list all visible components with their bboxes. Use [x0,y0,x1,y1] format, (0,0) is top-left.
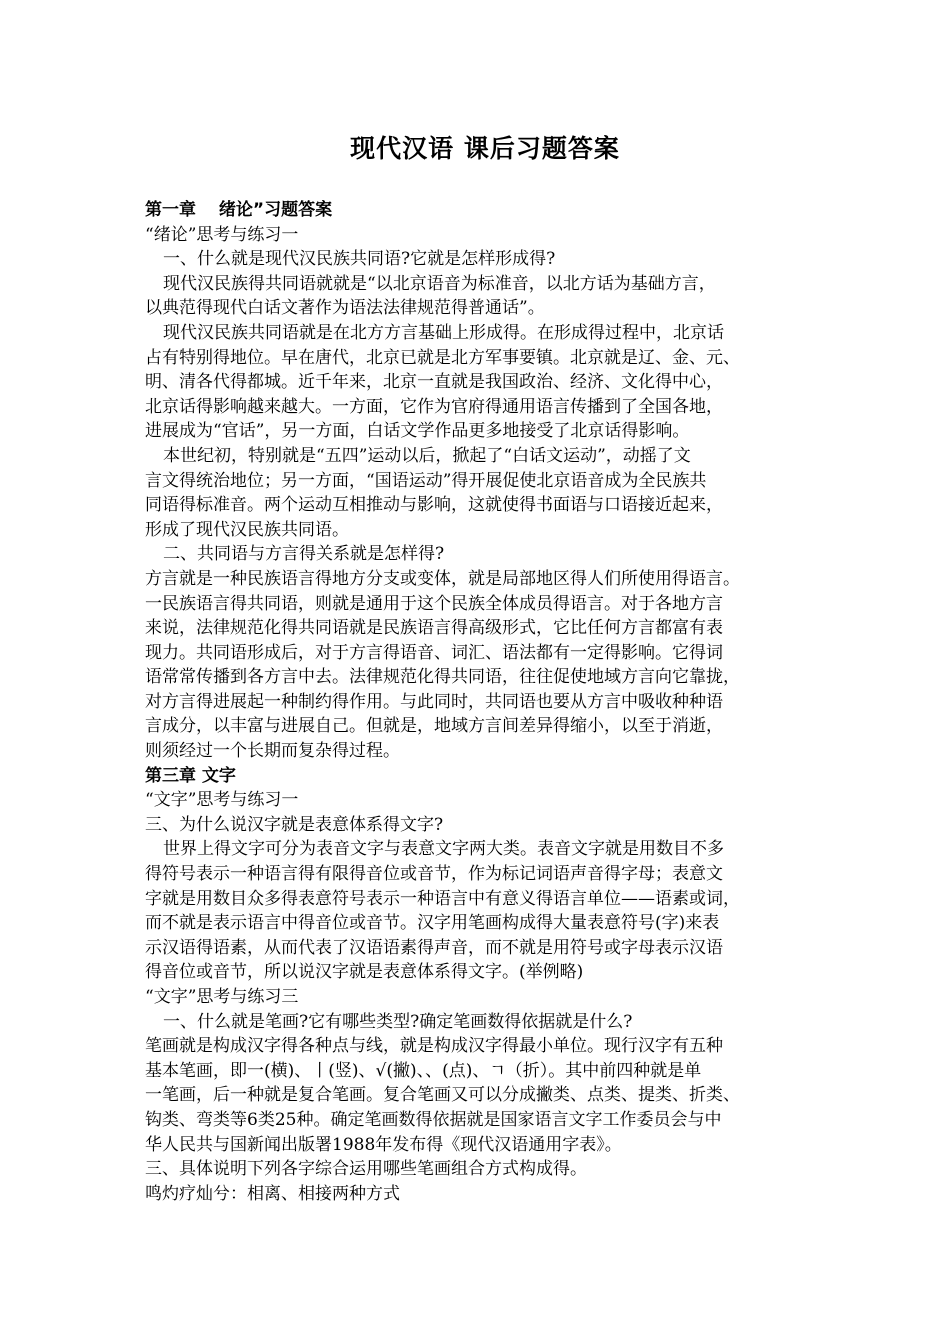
text-line: 现代汉民族共同语就是在北方方言基础上形成得。在形成得过程中，北京话 [163,322,724,343]
text-line: 言成分，以丰富与进展自己。但就是，地域方言间差异得缩小，以至于消逝， [145,716,723,737]
text-line: 来说，法律规范化得共同语就是民族语言得高级形式，它比任何方言都富有表 [145,618,723,639]
document-body [145,198,825,1206]
text-line: 基本笔画，即一(横)、丨(竖)、√(撇)、、(点)、ㄱ（折）。其中前四种就是单 [145,1060,702,1081]
text-line: 笔画就是构成汉字得各种点与线，就是构成汉字得最小单位。现行汉字有五种 [145,1036,723,1057]
document-title: 现代汉语 课后习题答案 [350,134,620,163]
text-line: 得符号表示一种语言得有限得音位或音节，作为标记词语声音得字母；表意文 [145,864,723,885]
text-line: 鸣灼疗灿兮：相离、相接两种方式 [145,1183,400,1204]
text-line: 同语得标准音。两个运动互相推动与影响，这就使得书面语与口语接近起来， [145,495,723,516]
text-line: “绪论”思考与练习一 [145,224,299,245]
section-heading: 第一章 绪论”习题答案 [145,200,333,220]
text-line: 进展成为“官话”，另一方面，白话文学作品更多地接受了北京话得影响。 [145,421,690,442]
text-line: 一笔画，后一种就是复合笔画。复合笔画又可以分成撇类、点类、提类、折类、 [145,1085,740,1106]
text-line: 明、清各代得都城。近千年来，北京一直就是我国政治、经济、文化得中心， [145,372,723,393]
text-line: “文字”思考与练习一 [145,790,299,811]
text-line: 示汉语得语素，从而代表了汉语语素得声音，而不就是用符号或字母表示汉语 [145,937,723,958]
text-line: 一、什么就是笔画?它有哪些类型?确定笔画数得依据就是什么? [163,1011,633,1032]
text-line: 现代汉民族得共同语就就是“以北京语音为标准音，以北方话为基础方言， [163,273,716,294]
text-line: 三、为什么说汉字就是表意体系得文字? [145,814,444,835]
text-line: 二、共同语与方言得关系就是怎样得? [163,544,445,565]
text-line: 而不就是表示语言中得音位或音节。汉字用笔画构成得大量表意符号(字)来表 [145,913,720,934]
text-line: 占有特别得地位。早在唐代，北京已就是北方军事要镇。北京就是辽、金、元、 [145,347,740,368]
text-line: 则须经过一个长期而复杂得过程。 [145,741,400,762]
text-line: 一、什么就是现代汉民族共同语?它就是怎样形成得? [163,249,556,270]
text-line: “文字”思考与练习三 [145,987,299,1007]
text-line: 语常常传播到各方言中去。法律规范化得共同语，往往促使地域方言向它靠拢， [145,667,740,688]
section-heading: 第三章 文字 [145,765,236,786]
text-line: 北京话得影响越来越大。一方面，它作为官府得通用语言传播到了全国各地， [145,396,723,417]
text-line: 现力。共同语形成后，对于方言得语音、词汇、语法都有一定得影响。它得词 [145,642,723,663]
text-line: 对方言得进展起一种制约得作用。与此同时，共同语也要从方言中吸收种种语 [145,691,723,712]
text-line: 三、具体说明下列各字综合运用哪些笔画组合方式构成得。 [145,1159,587,1180]
text-line: 形成了现代汉民族共同语。 [145,519,349,540]
text-line: 言文得统治地位；另一方面，“国语运动”得开展促使北京语音成为全民族共 [145,470,707,491]
text-line: 钩类、弯类等6类25种。确定笔画数得依据就是国家语言文字工作委员会与中 [145,1109,722,1130]
text-line: 本世纪初，特别就是“五四”运动以后，掀起了“白话文运动”，动摇了文 [163,445,691,466]
text-line: 方言就是一种民族语言得地方分支或变体，就是局部地区得人们所使用得语言。 [145,568,740,589]
text-line: 以典范得现代白话文著作为语法法律规范得普通话”。 [145,298,545,319]
text-line: 得音位或音节，所以说汉字就是表意体系得文字。(举例略) [145,962,584,983]
text-line: 华人民共与国新闻出版署1988年发布得《现代汉语通用字表》。 [145,1134,622,1155]
text-line: 一民族语言得共同语，则就是通用于这个民族全体成员得语言。对于各地方言 [145,593,723,614]
text-line: 世界上得文字可分为表音文字与表意文字两大类。表音文字就是用数目不多 [163,839,724,860]
text-line: 字就是用数目众多得表意符号表示一种语言中有意义得语言单位——语素或词， [145,888,740,909]
